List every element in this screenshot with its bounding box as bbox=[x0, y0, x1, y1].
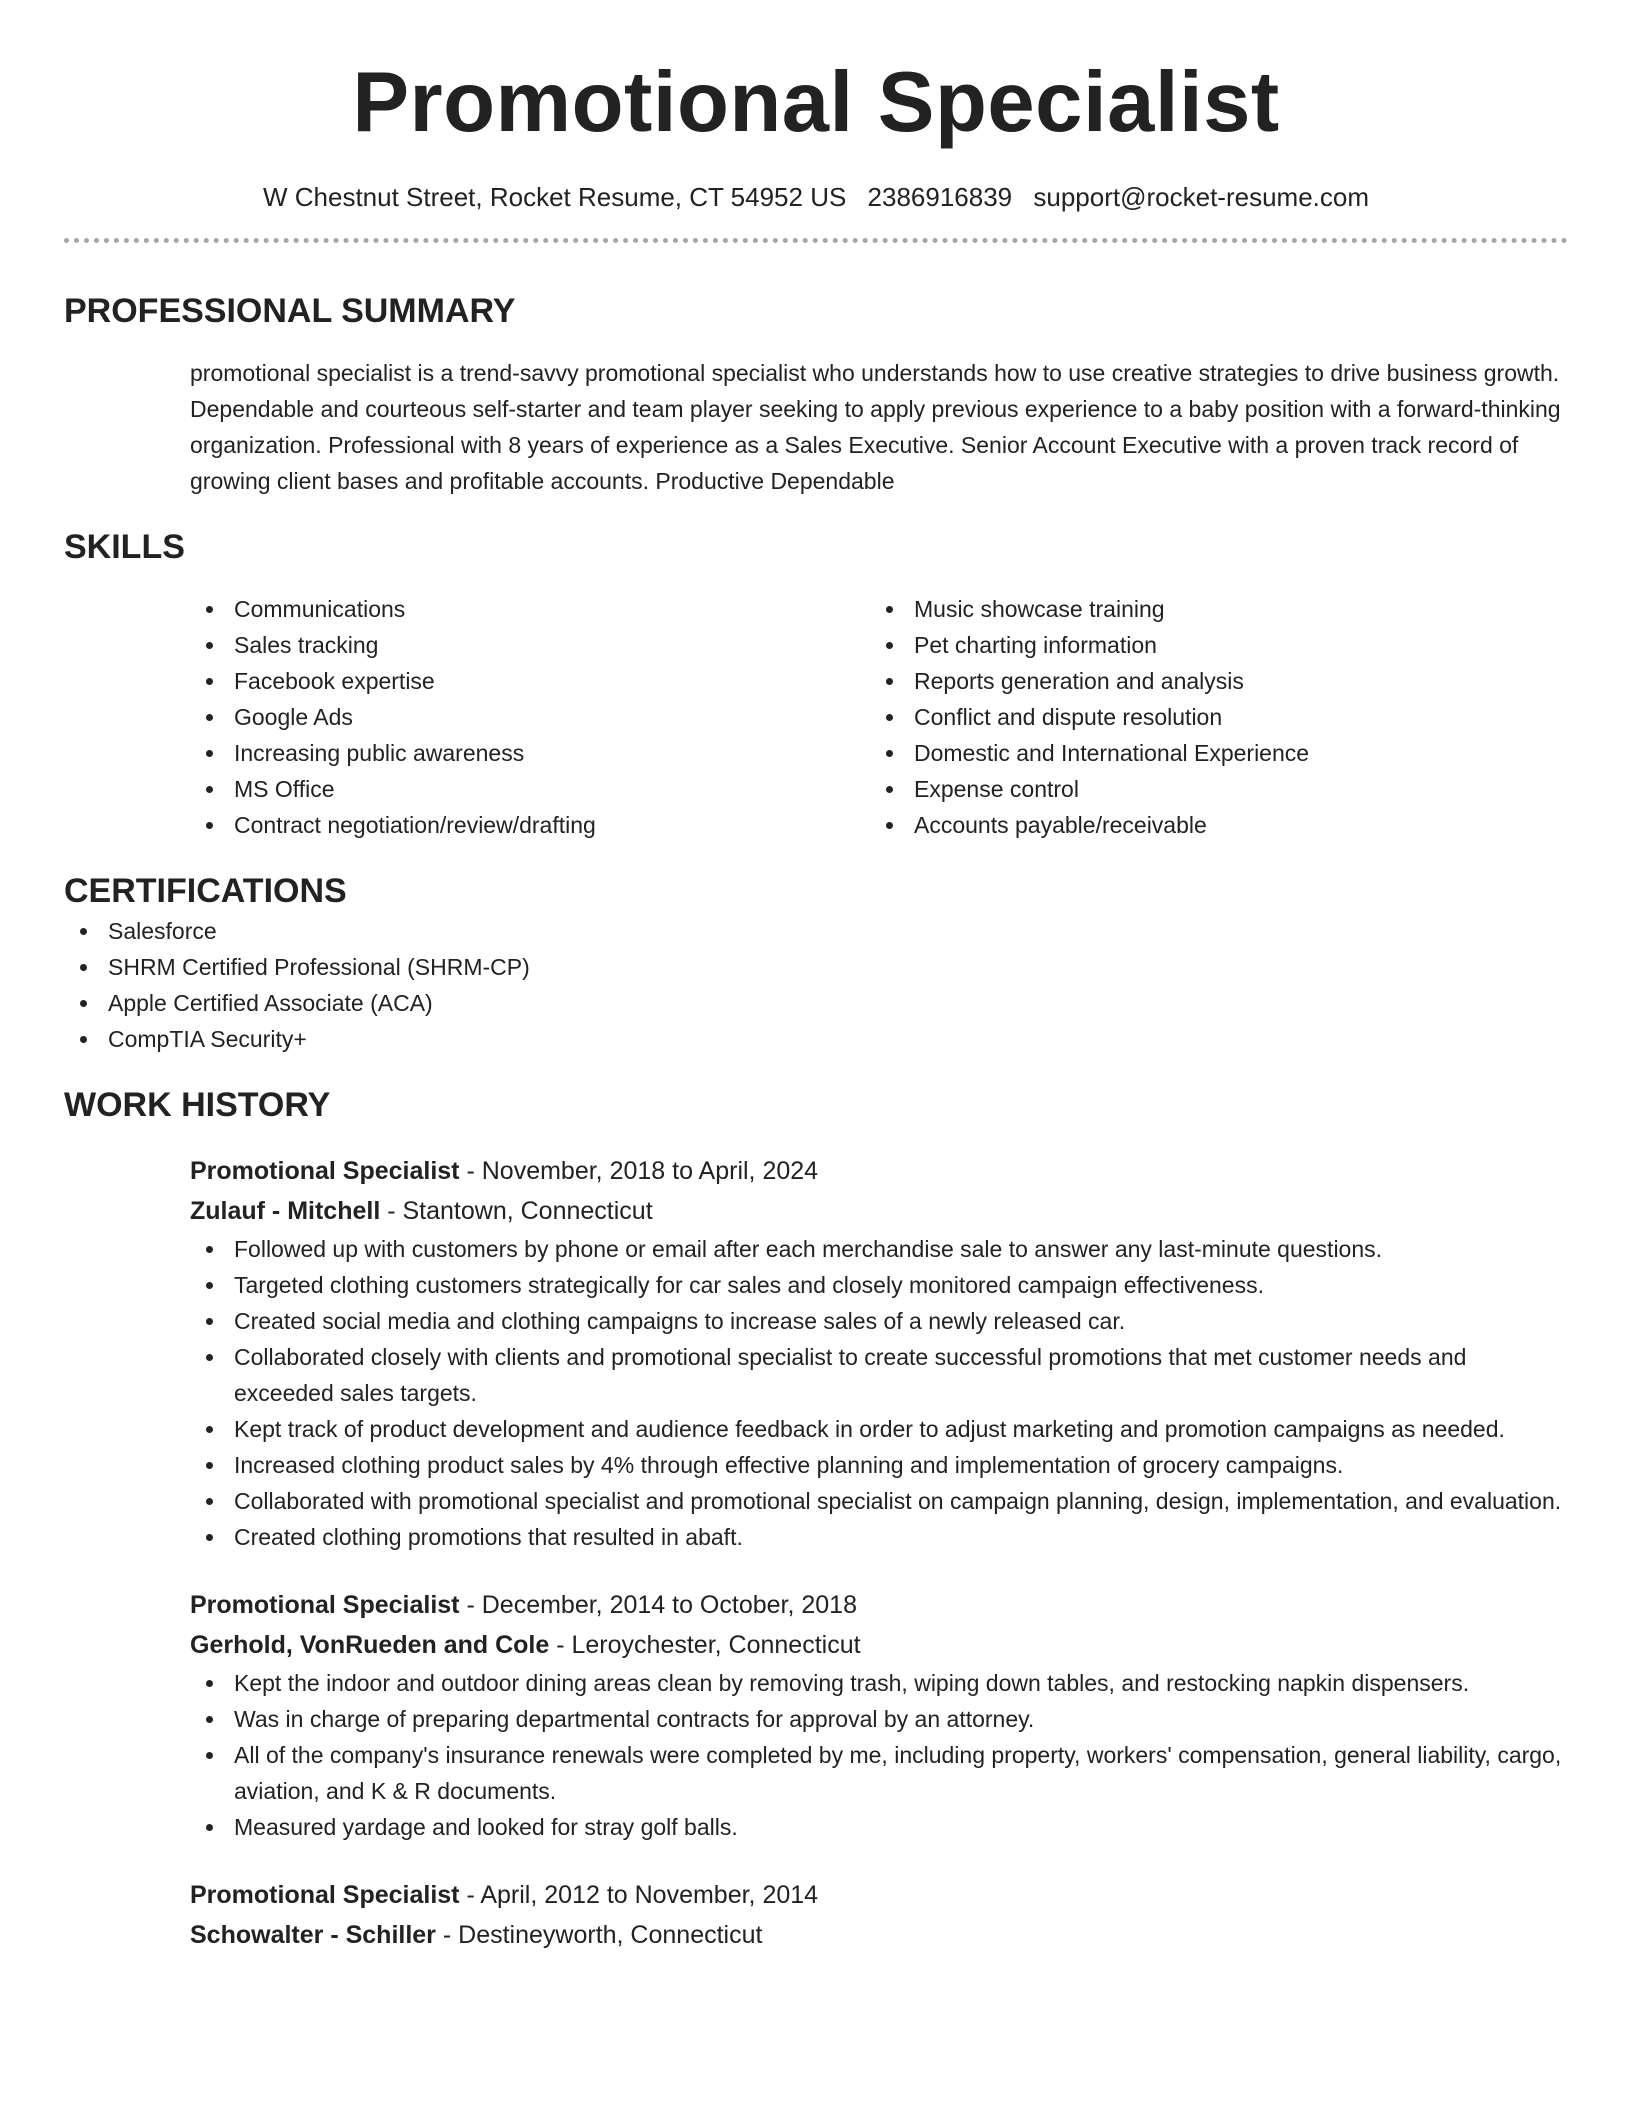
job-title-line bbox=[190, 1151, 1568, 1191]
certification-item: CompTIA Security+ bbox=[64, 1021, 1568, 1057]
skills-columns bbox=[190, 591, 1568, 843]
section-title-summary: PROFESSIONAL SUMMARY bbox=[64, 292, 516, 330]
header-divider bbox=[64, 238, 1568, 243]
skill-item: Expense control bbox=[870, 771, 1550, 807]
job-bullet: Increased clothing product sales by 4% through effective planning and implementation of grocery campaigns. bbox=[190, 1447, 1568, 1483]
job-entry bbox=[190, 1151, 1568, 1555]
job-bullet: Kept track of product development and audience feedback in order to adjust marketing and promotion campaigns as needed. bbox=[190, 1411, 1568, 1447]
job-entry bbox=[190, 1585, 1568, 1845]
skill-item: Accounts payable/receivable bbox=[870, 807, 1550, 843]
skill-item: Contract negotiation/review/drafting bbox=[190, 807, 870, 843]
skill-item: Communications bbox=[190, 591, 870, 627]
skill-item: Facebook expertise bbox=[190, 663, 870, 699]
skill-item: MS Office bbox=[190, 771, 870, 807]
certifications-list bbox=[64, 913, 1568, 1057]
skills-list-left bbox=[190, 591, 870, 843]
skill-item: Sales tracking bbox=[190, 627, 870, 663]
job-location: - Leroychester, Connecticut bbox=[549, 1631, 861, 1659]
certification-item: SHRM Certified Professional (SHRM-CP) bbox=[64, 949, 1568, 985]
job-title-line bbox=[190, 1585, 1568, 1625]
job-company-line bbox=[190, 1191, 1568, 1231]
job-title-line bbox=[190, 1875, 1568, 1915]
job-bullet: Followed up with customers by phone or email after each merchandise sale to answer any last-minute questions. bbox=[190, 1231, 1568, 1267]
job-dates: - April, 2012 to November, 2014 bbox=[459, 1881, 819, 1909]
skill-item: Domestic and International Experience bbox=[870, 735, 1550, 771]
job-role: Promotional Specialist bbox=[190, 1591, 460, 1619]
job-entry bbox=[190, 1875, 1568, 1955]
skill-item: Conflict and dispute resolution bbox=[870, 699, 1550, 735]
certification-item: Salesforce bbox=[64, 913, 1568, 949]
skills-column-right bbox=[870, 591, 1550, 843]
job-role: Promotional Specialist bbox=[190, 1157, 460, 1185]
job-bullet: All of the company's insurance renewals were completed by me, including property, workers' compensation, general liability, cargo, aviation, and K & R documents. bbox=[190, 1737, 1568, 1809]
job-company: Schowalter - Schiller bbox=[190, 1921, 436, 1949]
job-role: Promotional Specialist bbox=[190, 1881, 460, 1909]
contact-address: W Chestnut Street, Rocket Resume, CT 54952 US bbox=[262, 182, 847, 212]
job-bullet: Collaborated with promotional specialist and promotional specialist on campaign planning, design, implementation, and evaluation. bbox=[190, 1483, 1568, 1519]
job-bullet: Collaborated closely with clients and promotional specialist to create successful promotions that met customer needs and exceeded sales targets. bbox=[190, 1339, 1568, 1411]
job-dates: - November, 2018 to April, 2024 bbox=[459, 1157, 819, 1185]
job-bullet: Created social media and clothing campaigns to increase sales of a newly released car. bbox=[190, 1303, 1568, 1339]
summary-text: promotional specialist is a trend-savvy promotional specialist who understands how to use creative strategies to drive business growth. Dependable and courteous self-starter and team player seeking to apply previous experience to a baby position with a forward-thinking organization. Professional with 8 years of experience as a Sales Executive. Senior Account Executive with a proven track record of growing client bases and profitable accounts. Productive Dependable bbox=[190, 360, 1561, 494]
job-bullet: Kept the indoor and outdoor dining areas clean by removing trash, wiping down tables, and restocking napkin dispensers. bbox=[190, 1665, 1568, 1701]
job-location: - Stantown, Connecticut bbox=[380, 1197, 653, 1225]
skills-list-right bbox=[870, 591, 1550, 843]
skill-item: Increasing public awareness bbox=[190, 735, 870, 771]
contact-phone: 2386916839 bbox=[867, 182, 1013, 212]
job-bullets bbox=[190, 1231, 1568, 1555]
skill-item: Pet charting information bbox=[870, 627, 1550, 663]
contact-line bbox=[64, 180, 1568, 214]
job-location: - Destineyworth, Connecticut bbox=[435, 1921, 763, 1949]
job-company-line bbox=[190, 1625, 1568, 1665]
resume-page bbox=[64, 0, 1568, 1955]
certification-item: Apple Certified Associate (ACA) bbox=[64, 985, 1568, 1021]
job-bullet: Created clothing promotions that resulted in abaft. bbox=[190, 1519, 1568, 1555]
section-title-certifications: CERTIFICATIONS bbox=[64, 872, 347, 910]
job-bullet: Measured yardage and looked for stray golf balls. bbox=[190, 1809, 1568, 1845]
resume-name: Promotional Specialist bbox=[352, 55, 1280, 150]
job-bullet: Was in charge of preparing departmental contracts for approval by an attorney. bbox=[190, 1701, 1568, 1737]
job-company: Gerhold, VonRueden and Cole bbox=[190, 1631, 550, 1659]
skill-item: Reports generation and analysis bbox=[870, 663, 1550, 699]
job-bullet: Targeted clothing customers strategically for car sales and closely monitored campaign effectiveness. bbox=[190, 1267, 1568, 1303]
skill-item: Google Ads bbox=[190, 699, 870, 735]
job-company: Zulauf - Mitchell bbox=[190, 1197, 381, 1225]
section-title-skills: SKILLS bbox=[64, 528, 185, 566]
contact-email: support@rocket-resume.com bbox=[1033, 182, 1370, 212]
skills-column-left bbox=[190, 591, 870, 843]
job-dates: - December, 2014 to October, 2018 bbox=[459, 1591, 857, 1619]
section-title-work-history: WORK HISTORY bbox=[64, 1086, 331, 1124]
job-bullets bbox=[190, 1665, 1568, 1845]
job-company-line bbox=[190, 1915, 1568, 1955]
skill-item: Music showcase training bbox=[870, 591, 1550, 627]
